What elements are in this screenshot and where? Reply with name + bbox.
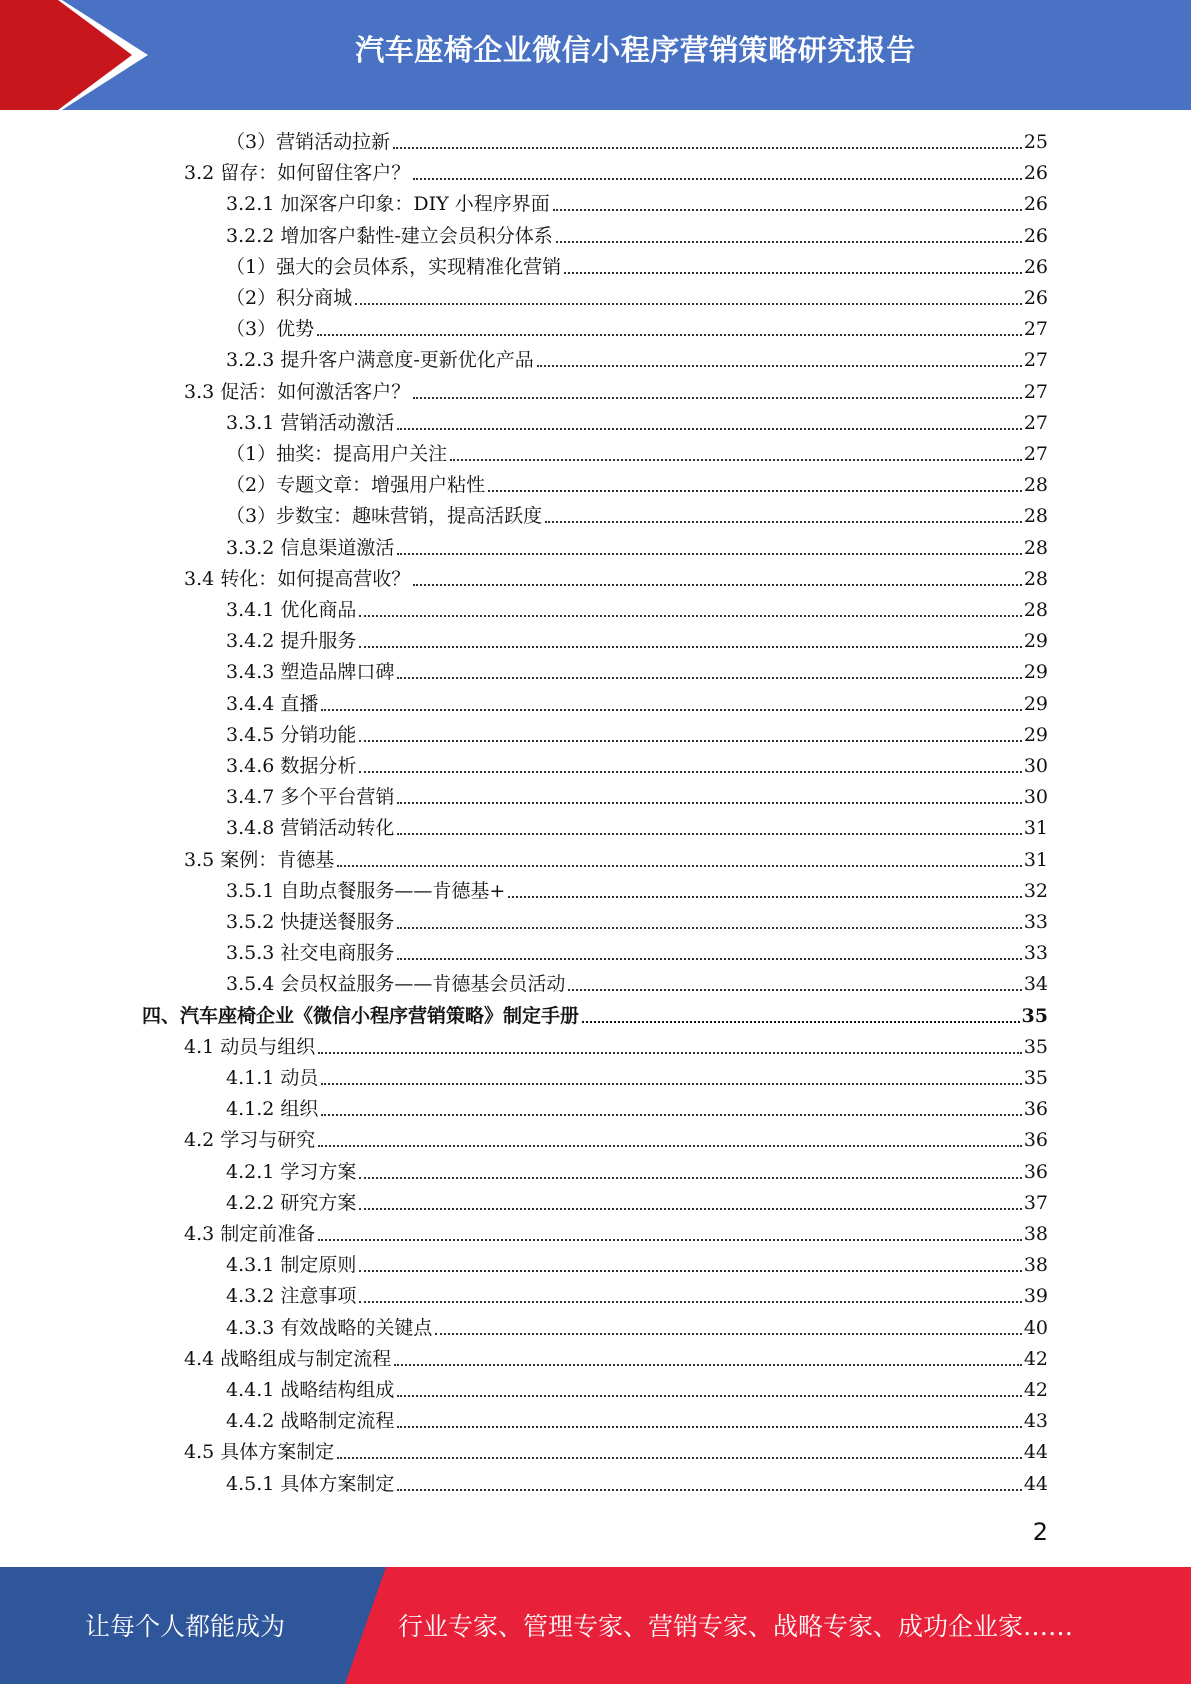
toc-leader-dots: [568, 988, 1021, 991]
page-number: 2: [1032, 1518, 1048, 1546]
toc-entry[interactable]: [226, 751, 1048, 782]
toc-entry-label: 3.5.2 快捷送餐服务: [226, 911, 395, 933]
toc-entry[interactable]: [226, 1063, 1048, 1094]
toc-entry-page: 36: [1023, 1129, 1048, 1151]
toc-entry-label: 3.2 留存：如何留住客户？: [184, 162, 411, 184]
toc-entry-page: 29: [1023, 630, 1048, 652]
toc-leader-dots: [397, 801, 1021, 804]
toc-entry[interactable]: [226, 689, 1048, 720]
toc-entry[interactable]: [226, 657, 1048, 688]
toc-leader-dots: [450, 458, 1022, 461]
toc-entry-label: 4.1.2 组织: [226, 1098, 319, 1120]
toc-entry-label: 3.5.1 自助点餐服务——肯德基+: [226, 880, 506, 902]
toc-entry[interactable]: [226, 1313, 1048, 1344]
toc-entry-label: 3.3 促活：如何激活客户？: [184, 381, 411, 403]
toc-entry-page: 26: [1023, 225, 1048, 247]
toc-leader-dots: [321, 1113, 1021, 1116]
toc-entry-label: 3.2.3 提升客户满意度-更新优化产品: [226, 349, 534, 371]
report-title: 汽车座椅企业微信小程序营销策略研究报告: [355, 33, 916, 67]
toc-entry-page: 26: [1023, 256, 1048, 278]
toc-entry[interactable]: [226, 1281, 1048, 1312]
toc-entry[interactable]: [226, 1094, 1048, 1125]
toc-entry-label: 3.4.5 分销功能: [226, 724, 357, 746]
toc-entry-page: 28: [1023, 505, 1048, 527]
toc-entry[interactable]: [226, 408, 1048, 439]
toc-entry-label: 四、汽车座椅企业《微信小程序营销策略》制定手册: [142, 1005, 580, 1027]
toc-entry-page: 43: [1023, 1410, 1048, 1432]
toc-leader-dots: [413, 396, 1022, 399]
toc-entry-label: 4.4.2 战略制定流程: [226, 1410, 395, 1432]
toc-leader-dots: [359, 645, 1021, 648]
toc-entry[interactable]: [226, 1406, 1048, 1437]
toc-entry-page: 30: [1023, 786, 1048, 808]
toc-entry[interactable]: [184, 1437, 1048, 1468]
toc-entry-label: 3.5.3 社交电商服务: [226, 942, 395, 964]
toc-entry-label: 3.4.8 营销活动转化: [226, 817, 395, 839]
toc-leader-dots: [508, 895, 1022, 898]
toc-entry-page: 27: [1023, 412, 1048, 434]
toc-entry-page: 28: [1023, 568, 1048, 590]
toc-entry-label: 4.3.1 制定原则: [226, 1254, 357, 1276]
toc-leader-dots: [359, 1207, 1021, 1210]
toc-entry-page: 29: [1023, 693, 1048, 715]
toc-leader-dots: [393, 146, 1022, 149]
toc-entry[interactable]: [226, 969, 1048, 1000]
toc-leader-dots: [397, 957, 1021, 960]
toc-leader-dots: [397, 1394, 1021, 1397]
toc-entry-page: 31: [1023, 817, 1048, 839]
toc-entry-label: （2）专题文章：增强用户粘性: [226, 474, 486, 496]
toc-entry-label: （2）积分商城: [226, 287, 353, 309]
toc-leader-dots: [545, 520, 1022, 523]
toc-entry-page: 35: [1023, 1036, 1048, 1058]
footer-slogan-left: 让每个人都能成为: [84, 1612, 285, 1641]
toc-leader-dots: [359, 1300, 1021, 1303]
toc-leader-dots: [553, 208, 1022, 211]
toc-leader-dots: [413, 177, 1022, 180]
toc-entry-label: （3）步数宝：趣味营销，提高活跃度: [226, 505, 543, 527]
toc-entry[interactable]: [226, 595, 1048, 626]
toc-entry-label: 4.5.1 具体方案制定: [226, 1473, 395, 1495]
toc-entry-page: 28: [1023, 537, 1048, 559]
toc-entry[interactable]: [184, 1125, 1048, 1156]
toc-entry-page: 26: [1023, 162, 1048, 184]
toc-leader-dots: [413, 583, 1022, 586]
toc-entry-page: 34: [1023, 973, 1048, 995]
toc-entry-label: 3.3.1 营销活动激活: [226, 412, 395, 434]
toc-entry[interactable]: [226, 1375, 1048, 1406]
toc-entry-label: 3.4.2 提升服务: [226, 630, 357, 652]
toc-entry[interactable]: [226, 876, 1048, 907]
toc-entry-label: 3.5.4 会员权益服务——肯德基会员活动: [226, 973, 566, 995]
toc-entry-label: 4.2.2 研究方案: [226, 1192, 357, 1214]
toc-entry-page: 33: [1023, 942, 1048, 964]
toc-entry-page: 27: [1023, 443, 1048, 465]
toc-leader-dots: [537, 364, 1022, 367]
toc-entry-page: 28: [1023, 599, 1048, 621]
toc-entry[interactable]: [226, 1188, 1048, 1219]
toc-entry[interactable]: [226, 314, 1048, 345]
toc-entry-label: 4.1 动员与组织: [184, 1036, 316, 1058]
toc-entry[interactable]: [226, 501, 1048, 532]
toc-entry-page: 42: [1023, 1348, 1048, 1370]
toc-leader-dots: [359, 614, 1021, 617]
toc-leader-dots: [397, 1425, 1021, 1428]
toc-entry[interactable]: [226, 720, 1048, 751]
toc-entry[interactable]: [184, 158, 1048, 189]
toc-entry-label: 4.4 战略组成与制定流程: [184, 1348, 392, 1370]
toc-leader-dots: [321, 708, 1021, 711]
toc-leader-dots: [564, 271, 1022, 274]
toc-entry-label: （1）抽奖：提高用户关注: [226, 443, 448, 465]
toc-leader-dots: [337, 864, 1022, 867]
toc-entry[interactable]: [226, 813, 1048, 844]
toc-leader-dots: [318, 1238, 1022, 1241]
toc-entry[interactable]: [226, 1157, 1048, 1188]
toc-entry-label: 3.4.7 多个平台营销: [226, 786, 395, 808]
toc-entry-label: （3）优势: [226, 318, 315, 340]
toc-entry[interactable]: [184, 564, 1048, 595]
toc-entry-label: 4.3.2 注意事项: [226, 1285, 357, 1307]
toc-entry-page: 39: [1023, 1285, 1048, 1307]
toc-entry[interactable]: [226, 626, 1048, 657]
toc-entry-page: 28: [1023, 474, 1048, 496]
toc-leader-dots: [394, 1363, 1022, 1366]
toc-entry-page: 29: [1023, 661, 1048, 683]
toc-leader-dots: [355, 302, 1022, 305]
toc-entry-label: （1）强大的会员体系，实现精准化营销: [226, 256, 562, 278]
toc-entry-label: 3.5 案例：肯德基: [184, 849, 335, 871]
page-header: [0, 0, 1191, 110]
toc-entry-label: 4.3.3 有效战略的关键点: [226, 1317, 433, 1339]
toc-entry-page: 26: [1023, 193, 1048, 215]
toc-entry-label: 4.1.1 动员: [226, 1067, 319, 1089]
toc-entry[interactable]: [226, 221, 1048, 252]
toc-entry-label: （3）营销活动拉新: [226, 131, 391, 153]
toc-entry-page: 38: [1023, 1254, 1048, 1276]
toc-entry[interactable]: [226, 283, 1048, 314]
toc-entry[interactable]: [226, 439, 1048, 470]
toc-entry-page: 27: [1023, 318, 1048, 340]
toc-leader-dots: [359, 739, 1021, 742]
toc-entry[interactable]: [226, 938, 1048, 969]
toc-entry-page: 36: [1023, 1098, 1048, 1120]
toc-entry-label: 4.2 学习与研究: [184, 1129, 316, 1151]
toc-entry[interactable]: [184, 1219, 1048, 1250]
toc-entry-page: 27: [1023, 381, 1048, 403]
toc-leader-dots: [359, 770, 1021, 773]
toc-leader-dots: [321, 1082, 1021, 1085]
footer-slogan-right: 行业专家、管理专家、营销专家、战略专家、成功企业家……: [398, 1612, 1074, 1641]
toc-entry[interactable]: [226, 533, 1048, 564]
toc-leader-dots: [397, 832, 1021, 835]
toc-leader-dots: [488, 489, 1022, 492]
toc-entry-label: 3.4.3 塑造品牌口碑: [226, 661, 395, 683]
toc-entry-label: 4.5 具体方案制定: [184, 1441, 335, 1463]
toc-entry-page: 35: [1021, 1005, 1048, 1027]
toc-entry[interactable]: [226, 345, 1048, 376]
page-footer: [0, 1567, 1191, 1684]
toc-entry[interactable]: [142, 1001, 1048, 1032]
toc-entry-label: 4.3 制定前准备: [184, 1223, 316, 1245]
toc-leader-dots: [397, 676, 1021, 679]
toc-leader-dots: [318, 1144, 1022, 1147]
toc-entry-page: 30: [1023, 755, 1048, 777]
toc-entry-label: 4.4.1 战略结构组成: [226, 1379, 395, 1401]
header-arrow-icon: [0, 0, 160, 110]
toc-leader-dots: [317, 333, 1022, 336]
toc-entry[interactable]: [226, 127, 1048, 158]
toc-leader-dots: [318, 1051, 1022, 1054]
toc-entry-page: 29: [1023, 724, 1048, 746]
toc-leader-dots: [397, 1488, 1021, 1491]
toc-entry-label: 3.4.4 直播: [226, 693, 319, 715]
toc-entry[interactable]: [184, 1032, 1048, 1063]
toc-entry[interactable]: [184, 1344, 1048, 1375]
toc-entry[interactable]: [226, 1250, 1048, 1281]
toc-leader-dots: [397, 926, 1021, 929]
toc-leader-dots: [337, 1456, 1022, 1459]
toc-entry-page: 27: [1023, 349, 1048, 371]
toc-entry[interactable]: [184, 377, 1048, 408]
toc-entry-page: 26: [1023, 287, 1048, 309]
toc-entry[interactable]: [226, 782, 1048, 813]
toc-entry-label: 3.4.6 数据分析: [226, 755, 357, 777]
toc-entry-label: 3.4 转化：如何提高营收？: [184, 568, 411, 590]
toc-entry[interactable]: [226, 189, 1048, 220]
toc-entry-page: 42: [1023, 1379, 1048, 1401]
toc-entry-page: 40: [1023, 1317, 1048, 1339]
toc-entry-page: 33: [1023, 911, 1048, 933]
toc-entry-page: 44: [1023, 1441, 1048, 1463]
toc-leader-dots: [582, 1020, 1020, 1023]
toc-leader-dots: [397, 552, 1021, 555]
toc-entry-page: 44: [1023, 1473, 1048, 1495]
toc-entry-page: 35: [1023, 1067, 1048, 1089]
toc-entry[interactable]: [226, 470, 1048, 501]
toc-entry-label: 3.2.1 加深客户印象：DIY 小程序界面: [226, 193, 550, 215]
toc-entry-page: 36: [1023, 1161, 1048, 1183]
toc-entry-page: 37: [1023, 1192, 1048, 1214]
toc-leader-dots: [397, 427, 1021, 430]
toc-entry[interactable]: [226, 252, 1048, 283]
toc-entry-page: 25: [1023, 131, 1048, 153]
toc-entry-label: 3.4.1 优化商品: [226, 599, 357, 621]
toc-entry-label: 3.2.2 增加客户黏性-建立会员积分体系: [226, 225, 553, 247]
toc-leader-dots: [359, 1176, 1021, 1179]
toc-leader-dots: [359, 1269, 1021, 1272]
toc-leader-dots: [435, 1332, 1021, 1335]
toc-entry[interactable]: [184, 845, 1048, 876]
toc-entry-page: 31: [1023, 849, 1048, 871]
toc-entry-page: 32: [1023, 880, 1048, 902]
toc-leader-dots: [556, 240, 1022, 243]
toc-entry-label: 4.2.1 学习方案: [226, 1161, 357, 1183]
toc-entry-page: 38: [1023, 1223, 1048, 1245]
toc-entry-label: 3.3.2 信息渠道激活: [226, 537, 395, 559]
toc-entry[interactable]: [226, 1469, 1048, 1500]
toc-entry[interactable]: [226, 907, 1048, 938]
